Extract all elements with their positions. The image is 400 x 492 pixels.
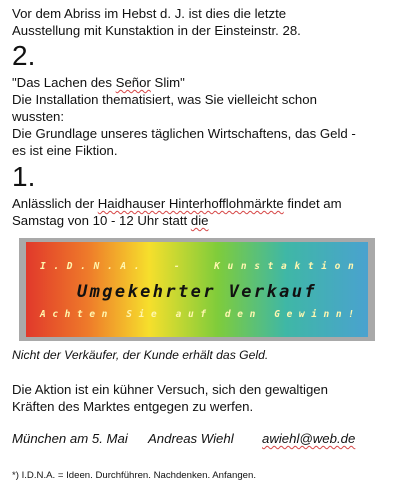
event-line-1-suffix: findet am (283, 196, 342, 211)
intro-line-1: Vor dem Abriss im Hebst d. J. ist dies die letzte (12, 6, 287, 21)
banner-bottom-text-char: G (274, 309, 280, 320)
banner-bottom-text-char: e (286, 309, 293, 320)
section-number-2: 2. (12, 40, 36, 71)
banner-top-text-char: . (53, 261, 60, 272)
banner-bottom-text-char: t (76, 309, 83, 320)
banner-top-text-char: a (281, 261, 287, 272)
banner-bottom-text-char (262, 309, 268, 320)
closing-line-2: Kräften des Marktes entgegen zu werfen. (12, 399, 254, 414)
banner-bottom-text-char: A (40, 309, 46, 320)
banner-top-text-char: . (80, 261, 86, 272)
banner-bottom-text-char: u (187, 309, 194, 320)
banner-bottom-text-char: n (335, 309, 342, 320)
installation-line-2: wussten: (12, 109, 65, 124)
art-action-banner (26, 242, 368, 337)
banner-bottom-text-char (213, 309, 219, 320)
banner-title-text: Umgekehrter Verkauf (76, 282, 318, 302)
banner-top-text-char (147, 261, 153, 272)
banner-bottom-text-char (114, 309, 120, 320)
banner-bottom-text-char: e (237, 309, 243, 320)
banner-bottom-text (26, 309, 368, 320)
intro-line-2: Ausstellung mit Kunstaktion in der Einsteinstr. 28. (12, 23, 301, 38)
event-line-2-underlined: die (190, 213, 209, 228)
installation-line-1: Die Installation thematisiert, was Sie vielleicht schon (12, 92, 317, 107)
event-line-2-prefix: Samstag von 10 - 12 Uhr statt (12, 213, 191, 228)
banner-top-text-char: . (133, 261, 140, 272)
banner-top-text-char: . (106, 261, 113, 272)
banner-bottom-text-char: c (52, 309, 59, 320)
banner-bottom-text-char: a (175, 309, 182, 320)
banner-top-text-char: I (40, 261, 46, 272)
banner-top-text-char: D (66, 261, 73, 272)
banner-title (26, 282, 368, 302)
banner-bottom-text-char: i (311, 309, 317, 320)
banner-bottom-text-char: e (89, 309, 96, 320)
banner-top-text-char: t (307, 261, 314, 272)
signature-place-date: München am 5. Mai (12, 431, 128, 446)
event-line-1 (12, 195, 342, 212)
banner-top-text-char: i (321, 261, 327, 272)
event-line-1-prefix: Anlässlich der (12, 196, 98, 211)
signature-last-name: Wiehl (200, 431, 234, 446)
banner-top-text (26, 261, 368, 272)
banner-top-text-char (201, 261, 207, 272)
installation-title-prefix: "Das Lachen des (12, 75, 116, 90)
installation-title-name: Señor (115, 75, 151, 90)
banner-bottom-text-char: d (224, 309, 231, 320)
event-line-2 (12, 212, 208, 229)
installation-line-3: Die Grundlage unseres täglichen Wirtschaftens, das Geld - (12, 126, 356, 141)
section-number-1: 1. (12, 161, 36, 192)
banner-top-text-char (161, 261, 167, 272)
installation-title-suffix: Slim" (150, 75, 185, 90)
banner-bottom-text-char: i (138, 309, 145, 320)
banner-bottom-text-char: e (150, 309, 157, 320)
banner-top-text-char: - (173, 261, 180, 272)
installation-title (12, 74, 185, 91)
banner-top-text-char: n (347, 261, 354, 272)
banner-bottom-text-char: n (101, 309, 108, 320)
banner-bottom-text-char: n (249, 309, 256, 320)
footnote: *) I.D.N.A. = Ideen. Durchführen. Nachdenken. Anfangen. (12, 470, 256, 481)
installation-line-4: es ist eine Fiktion. (12, 143, 118, 158)
closing-line-1: Die Aktion ist ein kühner Versuch, sich den gewaltigen (12, 382, 328, 397)
banner-bottom-text-char: w (298, 309, 305, 320)
banner-bottom-text-char: n (323, 309, 330, 320)
banner-bottom-text-char: f (200, 309, 206, 320)
banner-top-text-char: u (227, 261, 234, 272)
banner-bottom-text-char (163, 309, 169, 320)
art-action-banner-frame (19, 238, 375, 341)
banner-top-text-char: K (214, 261, 220, 272)
banner-top-text-char: k (294, 261, 301, 272)
banner-top-text-char: A (120, 261, 127, 272)
banner-bottom-text-char: ! (348, 309, 354, 320)
banner-caption: Nicht der Verkäufer, der Kunde erhält das Geld. (12, 348, 269, 362)
signature-email[interactable]: awiehl@web.de (262, 431, 356, 446)
banner-top-text-char: n (240, 261, 247, 272)
signature-name (148, 430, 234, 447)
signature-first-name: Andreas (148, 431, 198, 446)
event-flea-market-name: Haidhauser Hinterhofflohmärkte (97, 196, 284, 211)
banner-bottom-text-char: h (64, 309, 71, 320)
banner-top-text-char: o (334, 261, 341, 272)
banner-top-text-char: s (254, 261, 260, 272)
banner-top-text-char: N (93, 261, 100, 272)
banner-top-text-char (187, 261, 193, 272)
banner-bottom-text-char: S (126, 309, 133, 320)
banner-top-text-char: t (267, 261, 274, 272)
